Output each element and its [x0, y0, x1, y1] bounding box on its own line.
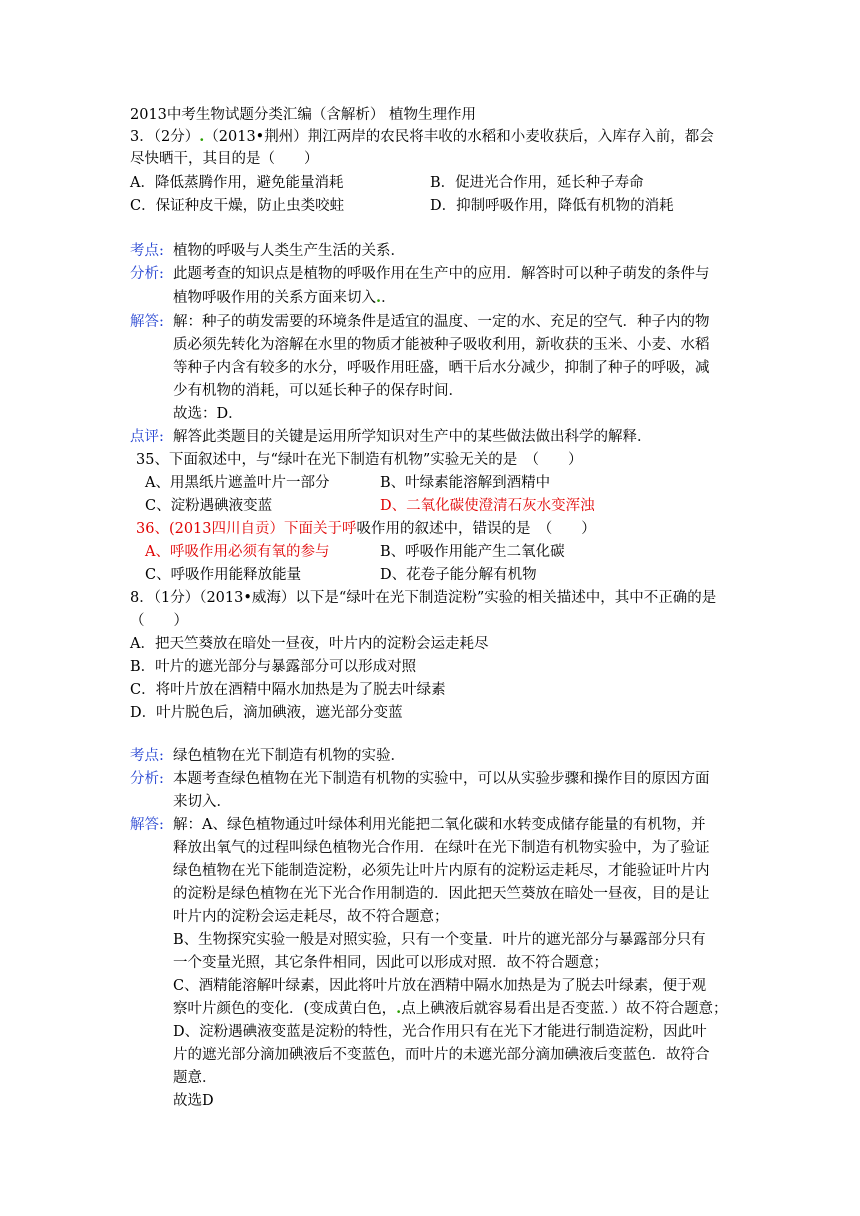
q3-jieda-label: 解答: — [130, 314, 164, 330]
q8-jieda-line: 叶片内的淀粉会运走耗尽，故不符合题意； — [173, 909, 449, 925]
q3-option-c: C．保证种皮干燥，防止虫类咬蛀 — [130, 198, 345, 214]
q36-option-a: A、呼吸作用必须有氧的参与 — [145, 544, 330, 560]
q35-option-d: D、二氧化碳使澄清石灰水变浑浊 — [380, 498, 595, 514]
q8-kaodian-label: 考点: — [130, 748, 164, 764]
q8-fenxi-line2: 来切入． — [173, 794, 231, 810]
q3-dianping-text: 解答此类题目的关键是运用所学知识对生产中的某些做法做出科学的解释． — [173, 429, 652, 445]
q3-kaodian-text: 植物的呼吸与人类生产生活的关系． — [173, 243, 405, 259]
q8-jieda-line: 的淀粉是绿色植物在光下光合作用制造的．因此把天竺葵放在暗处一昼夜，目的是让 — [173, 886, 710, 902]
q3-option-b: B．促进光合作用，延长种子寿命 — [430, 175, 644, 191]
q3-fenxi-line2: 植物呼吸作用的关系方面来切入.． — [173, 289, 396, 306]
q36-option-b: B、呼吸作用能产生二氧化碳 — [380, 544, 565, 560]
q8-jieda-line: 解：A、绿色植物通过叶绿体利用光能把二氧化碳和水转变成储存能量的有机物，并 — [173, 817, 706, 833]
q3-number: 3．（2分） — [130, 129, 200, 145]
q8-fenxi-label: 分析: — [130, 771, 164, 787]
q3-jieda-line4: 少有机物的消耗，可以延长种子的保存时间． — [173, 383, 463, 399]
q3-jieda-line2: 质必须先转化为溶解在水里的物质才能被种子吸收利用，新收获的玉米、小麦、水稻 — [173, 337, 710, 353]
q8-jieda-label: 解答: — [130, 817, 164, 833]
q8-jieda-line: 释放出氧气的过程叫绿色植物光合作用．在绿叶在光下制造有机物实验中，为了验证 — [173, 840, 710, 856]
q8-fenxi-line1: 本题考查绿色植物在光下制造有机物的实验中，可以从实验步骤和操作目的原因方面 — [173, 771, 710, 787]
q35-stem: 35、下面叙述中，与“绿叶在光下制造有机物”实验无关的是 （ ） — [136, 452, 583, 468]
q3-jieda-line5: 故选：D． — [173, 406, 243, 422]
q3-jieda-line3: 等种子内含有较多的水分，呼吸作用旺盛，晒干后水分减少，抑制了种子的呼吸，减 — [173, 360, 710, 376]
q3-fenxi-label: 分析: — [130, 266, 164, 282]
anchor-mark-icon: . — [376, 289, 382, 306]
q36-option-c: C、呼吸作用能释放能量 — [145, 567, 302, 583]
q36-option-d: D、花卷子能分解有机物 — [380, 567, 537, 583]
q35-option-c: C、淀粉遇碘液变蓝 — [145, 498, 273, 514]
q8-jieda-line-part: 察叶片颜色的变化．(变成黄白色， — [173, 1001, 397, 1017]
q8-jieda-line: B、生物探究实验一般是对照实验，只有一个变量．叶片的遮光部分与暴露部分只有 — [173, 932, 706, 948]
q8-jieda-line: 绿色植物在光下能制造淀粉，必须先让叶片内原有的淀粉运走耗尽，才能验证叶片内 — [173, 863, 710, 879]
anchor-mark-icon: . — [396, 1000, 402, 1017]
q8-option-d: D．叶片脱色后，滴加碘液，遮光部分变蓝 — [130, 705, 403, 721]
q3-fenxi-line2-text: 植物呼吸作用的关系方面来切入 — [173, 290, 376, 306]
q8-jieda-line: D、淀粉遇碘液变蓝是淀粉的特性，光合作用只有在光下才能进行制造淀粉，因此叶 — [173, 1024, 707, 1040]
q36-stem — [136, 518, 596, 540]
q8-jieda-line: C、酒精能溶解叶绿素，因此将叶片放在酒精中隔水加热是为了脱去叶绿素，便于观 — [173, 978, 707, 994]
q35-option-a: A、用黑纸片遮盖叶片一部分 — [145, 475, 330, 491]
q8-jieda-line: 片的遮光部分滴加碘液后不变蓝色，而叶片的未遮光部分滴加碘液后变蓝色．故符合 — [173, 1047, 710, 1063]
q8-stem-line1: 8．（1分）（2013•威海）以下是“绿叶在光下制造淀粉”实验的相关描述中，其中不正确的是 — [130, 590, 717, 606]
q36-stem-text: 吸作用的叙述中，错误的是 （ ） — [356, 521, 596, 537]
q3-dianping-label: 点评: — [130, 429, 164, 445]
q36-stem-source: 36、(2013四川自贡）下面关于呼 — [136, 521, 357, 537]
q8-jieda-line-part: 点上碘液后就容易看出是否变蓝．）故不符合题意； — [401, 1001, 728, 1017]
q3-kaodian-label: 考点: — [130, 243, 164, 259]
q3-stem-line2: 尽快晒干，其目的是（ ） — [130, 151, 319, 167]
q8-stem-line2: （ ） — [130, 613, 188, 629]
q3-stem-text: （2013•荆州）荆江两岸的农民将丰收的水稻和小麦收获后，入库存入前，都会 — [204, 129, 714, 145]
q8-jieda-line: 一个变量光照，其它条件相同，因此可以形成对照．故不符合题意； — [173, 955, 608, 971]
q35-option-b: B、叶绿素能溶解到酒精中 — [380, 475, 551, 491]
q8-option-a: A．把天竺葵放在暗处一昼夜，叶片内的淀粉会运走耗尽 — [130, 636, 489, 652]
q3-option-d: D．抑制呼吸作用，降低有机物的消耗 — [430, 198, 674, 214]
q3-stem-line1 — [130, 126, 714, 148]
q8-kaodian-text: 绿色植物在光下制造有机物的实验． — [173, 748, 405, 764]
q8-jieda-line — [173, 998, 727, 1020]
q3-fenxi-line1: 此题考查的知识点是植物的呼吸作用在生产中的应用．解答时可以种子萌发的条件与 — [173, 266, 710, 282]
q8-jieda-line: 故选D — [173, 1093, 214, 1109]
q8-jieda-line: 题意． — [173, 1070, 217, 1086]
q3-option-a: A．降低蒸腾作用，避免能量消耗 — [130, 175, 344, 191]
q3-jieda-line1: 解：种子的萌发需要的环境条件是适宜的温度、一定的水、充足的空气．种子内的物 — [173, 314, 710, 330]
doc-title: 2013中考生物试题分类汇编（含解析） 植物生理作用 — [130, 107, 477, 123]
q8-option-c: C．将叶片放在酒精中隔水加热是为了脱去叶绿素 — [130, 682, 446, 698]
anchor-mark-icon: . — [199, 128, 205, 145]
q8-option-b: B．叶片的遮光部分与暴露部分可以形成对照 — [130, 659, 417, 675]
